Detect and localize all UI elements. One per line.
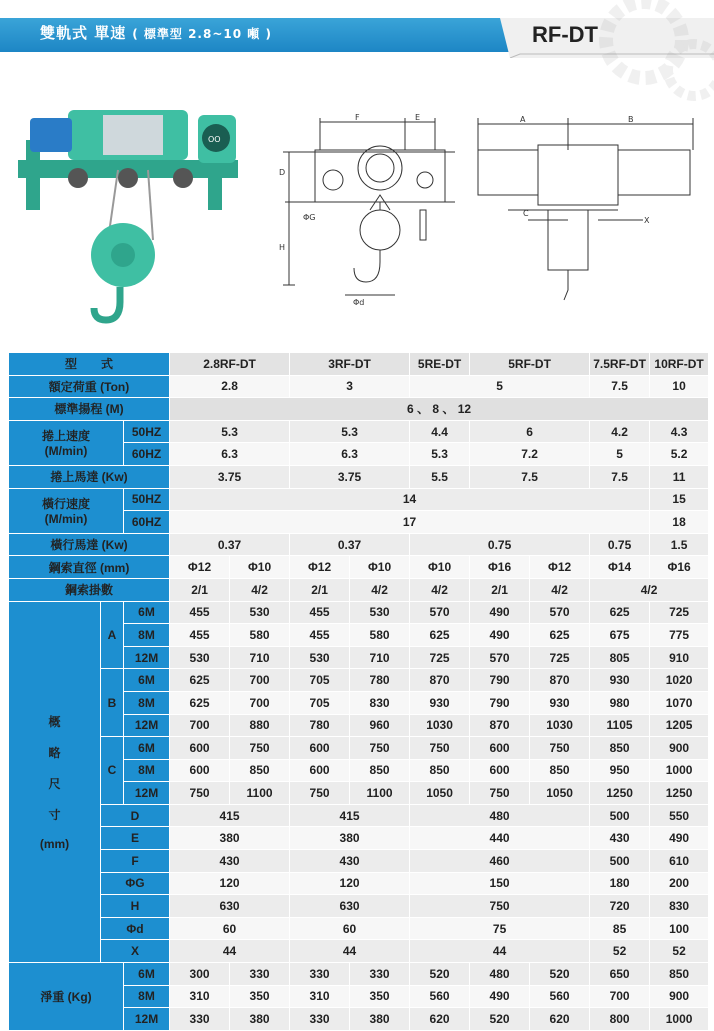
dim-label: H bbox=[101, 895, 170, 918]
dim-group-a: A bbox=[101, 601, 124, 669]
table-row: 8M 600 850 600 850 850 600 850 950 1000 bbox=[9, 759, 709, 782]
svg-text:B: B bbox=[628, 115, 634, 124]
svg-text:E: E bbox=[415, 113, 421, 122]
length-label: 12M bbox=[124, 714, 170, 737]
length-label: 6M bbox=[124, 963, 170, 986]
page-header bbox=[0, 0, 714, 62]
dim-group-c: C bbox=[101, 737, 124, 805]
table-row: H 630 630 750 720 830 bbox=[9, 895, 709, 918]
table-row: C 6M 600 750 600 750 750 600 750 850 900 bbox=[9, 737, 709, 760]
dims-label: 概 略 尺 寸 (mm) bbox=[9, 601, 101, 963]
side-view-drawing bbox=[468, 110, 708, 310]
weight-label: 淨重 (Kg) bbox=[9, 963, 124, 1031]
dim-label: X bbox=[101, 940, 170, 963]
table-row: 12M 750 1100 750 1100 1050 750 1050 1250 1250 bbox=[9, 782, 709, 805]
table-row: Φd 60 60 75 85 100 bbox=[9, 917, 709, 940]
svg-text:H: H bbox=[279, 243, 286, 252]
table-row: 捲上馬達 (Kw) 3.75 3.75 5.5 7.5 7.5 11 bbox=[9, 465, 709, 488]
dim-group-b: B bbox=[101, 669, 124, 737]
svg-text:D: D bbox=[279, 168, 286, 177]
length-label: 12M bbox=[124, 1008, 170, 1031]
table-row: 概 略 尺 寸 (mm) A 6M 455 530 455 530 570 490 570 625 725 bbox=[9, 601, 709, 624]
table-row: 8M 310 350 310 350 560 490 560 700 900 bbox=[9, 985, 709, 1008]
svg-text:X: X bbox=[644, 216, 650, 225]
dim-label: Φd bbox=[101, 917, 170, 940]
page-title: 雙軌式 單速 ( 標準型 2.8~10 噸 ) bbox=[40, 24, 272, 42]
table-row: 捲上速度 (M/min) 50HZ 5.3 5.3 4.4 6 4.2 4.3 bbox=[9, 420, 709, 443]
svg-text:Φd: Φd bbox=[353, 298, 365, 307]
svg-text:F: F bbox=[355, 113, 360, 122]
table-row: X 44 44 44 52 52 bbox=[9, 940, 709, 963]
length-label: 12M bbox=[124, 782, 170, 805]
svg-text:C: C bbox=[523, 209, 529, 218]
dim-label: ΦG bbox=[101, 872, 170, 895]
table-row: 橫行速度 (M/min) 50HZ 14 15 bbox=[9, 488, 709, 511]
table-row: 60HZ 17 18 bbox=[9, 511, 709, 534]
table-row: ΦG 120 120 150 180 200 bbox=[9, 872, 709, 895]
row-label: 型 式 bbox=[9, 353, 170, 376]
table-row: 標準揚程 (M) 6 、 8 、 12 bbox=[9, 398, 709, 421]
dim-label: E bbox=[101, 827, 170, 850]
dimension-rows bbox=[9, 601, 709, 963]
length-label: 8M bbox=[124, 759, 170, 782]
length-label: 6M bbox=[124, 737, 170, 760]
table-row: 12M 330 380 330 380 620 520 620 800 1000 bbox=[9, 1008, 709, 1031]
weight-rows bbox=[9, 963, 709, 1031]
figure-area bbox=[0, 80, 714, 340]
table-row: 8M 625 700 705 830 930 790 930 980 1070 bbox=[9, 691, 709, 714]
table-row: F 430 430 460 500 610 bbox=[9, 850, 709, 873]
length-label: 8M bbox=[124, 624, 170, 647]
table-row: 額定荷重 (Ton) 2.8 3 5 7.5 10 bbox=[9, 375, 709, 398]
spec-table bbox=[8, 352, 709, 1031]
length-label: 8M bbox=[124, 691, 170, 714]
table-row: 型 式 2.8RF-DT 3RF-DT 5RE-DT 5RF-DT 7.5RF-DT 10RF-DT bbox=[9, 353, 709, 376]
table-row: 鋼索掛數 2/1 4/2 2/1 4/2 4/2 2/1 4/2 4/2 bbox=[9, 578, 709, 601]
svg-text:ΦG: ΦG bbox=[303, 213, 316, 222]
table-row: 12M 530 710 530 710 725 570 725 805 910 bbox=[9, 646, 709, 669]
length-label: 6M bbox=[124, 601, 170, 624]
table-row: 60HZ 6.3 6.3 5.3 7.2 5 5.2 bbox=[9, 443, 709, 466]
length-label: 12M bbox=[124, 646, 170, 669]
table-row: 淨重 (Kg) 6M 300 330 330 330 520 480 520 650 850 bbox=[9, 963, 709, 986]
front-view-drawing bbox=[275, 110, 465, 310]
table-row: D 415 415 480 500 550 bbox=[9, 804, 709, 827]
dim-label: D bbox=[101, 804, 170, 827]
table-row: B 6M 625 700 705 780 870 790 870 930 1020 bbox=[9, 669, 709, 692]
model-code: RF-DT bbox=[532, 22, 598, 47]
length-label: 8M bbox=[124, 985, 170, 1008]
table-row: 8M 455 580 455 580 625 490 625 675 775 bbox=[9, 624, 709, 647]
table-row: 鋼索直徑 (mm) Φ12 Φ10 Φ12 Φ10 Φ10 Φ16 Φ12 Φ14 Φ16 bbox=[9, 556, 709, 579]
table-row: 橫行馬達 (Kw) 0.37 0.37 0.75 0.75 1.5 bbox=[9, 533, 709, 556]
hoist-photo-illustration bbox=[8, 80, 248, 330]
dim-label: F bbox=[101, 850, 170, 873]
table-row: E 380 380 440 430 490 bbox=[9, 827, 709, 850]
svg-text:A: A bbox=[520, 115, 526, 124]
svg-text:OO: OO bbox=[208, 135, 221, 144]
table-row: 12M 700 880 780 960 1030 870 1030 1105 1205 bbox=[9, 714, 709, 737]
length-label: 6M bbox=[124, 669, 170, 692]
